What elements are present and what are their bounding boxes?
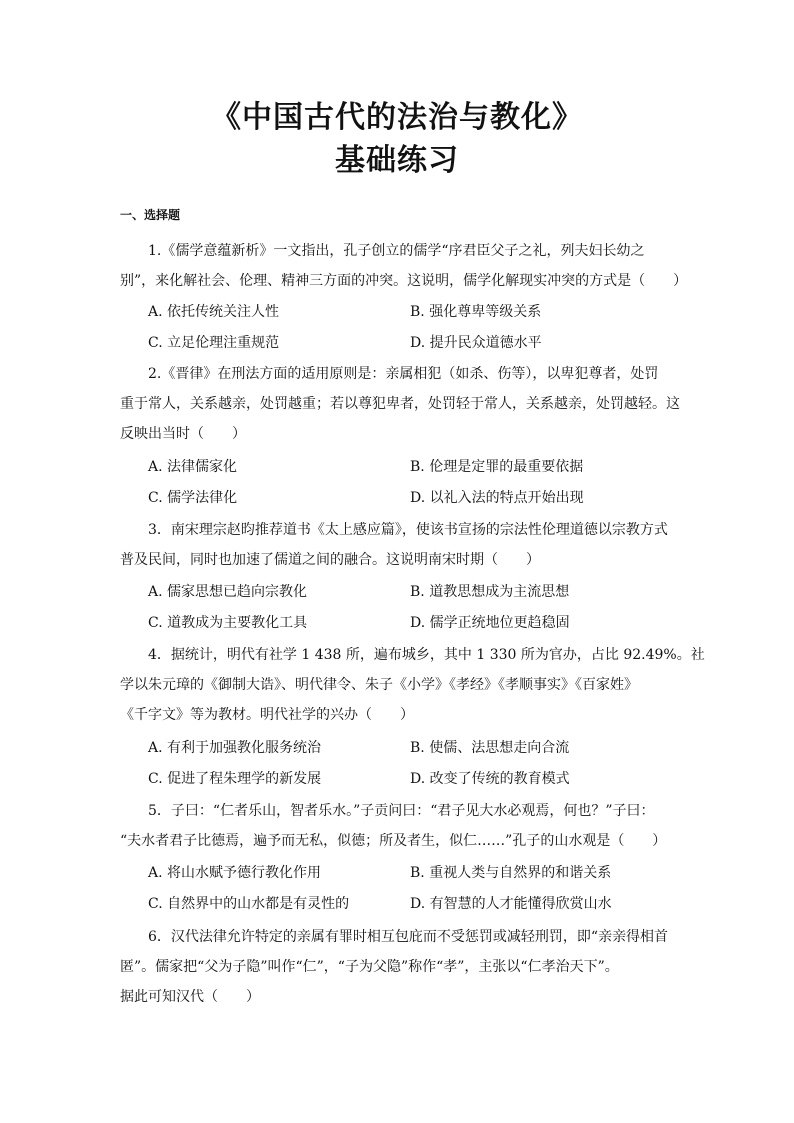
question-5-stem xyxy=(120,796,690,856)
question-6-stem xyxy=(120,922,690,1012)
question-2-options xyxy=(148,452,708,514)
question-line: 重于常人，关系越亲，处罚越重；若以尊犯卑者，处罚轻于常人，关系越亲，处罚越轻。这 xyxy=(120,396,680,412)
option-d: D. 以礼入法的特点开始出现 xyxy=(410,490,584,506)
document-subtitle: 基础练习 xyxy=(335,143,459,178)
option-a: A. 有利于加强教化服务统治 xyxy=(148,740,322,756)
question-line: 学以朱元璋的《御制大诰》、明代律令、朱子《小学》《孝经》《孝顺事实》《百家姓》 xyxy=(120,677,638,693)
question-line: 据此可知汉代（ ） xyxy=(120,989,260,1005)
question-line: 匿”。儒家把“父为子隐”叫作“仁”，“子为父隐”称作“孝”，主张以“仁孝治天下”。 xyxy=(120,959,619,975)
question-2-stem xyxy=(120,359,690,449)
option-a: A. 依托传统关注人性 xyxy=(148,304,280,320)
question-1-options xyxy=(148,297,708,359)
option-d: D. 有智慧的人才能懂得欣赏山水 xyxy=(410,896,612,912)
question-line: “夫水者君子比德焉，遍予而无私，似德；所及者生，似仁……”孔子的山水观是（ ） xyxy=(120,833,667,849)
question-line: 《千字文》等为教材。明代社学的兴办（ ） xyxy=(120,707,414,723)
question-line: 3．南宋理宗赵昀推荐道书《太上感应篇》，使该书宣扬的宗法性伦理道德以宗教方式 xyxy=(148,522,668,538)
option-c: C. 自然界中的山水都是有灵性的 xyxy=(148,896,350,912)
question-1-stem xyxy=(120,236,690,296)
question-4-options xyxy=(148,733,708,795)
option-d: D. 儒学正统地位更趋稳固 xyxy=(410,615,570,631)
question-line: 2.《晋律》在刑法方面的适用原则是：亲属相犯（如杀、伤等），以卑犯尊者，处罚 xyxy=(148,366,659,382)
question-line: 反映出当时（ ） xyxy=(120,426,246,442)
option-c: C. 儒学法律化 xyxy=(148,490,238,506)
question-4-stem xyxy=(120,640,705,730)
option-b: B. 强化尊卑等级关系 xyxy=(410,304,542,320)
question-line: 4．据统计，明代有社学 1 438 所，遍布城乡，其中 1 330 所为官办，占比 92.49%。社 xyxy=(148,647,705,663)
section-title: 一、选择题 xyxy=(120,208,181,222)
option-d: D. 提升民众道德水平 xyxy=(410,335,542,351)
option-b: B. 道教思想成为主流思想 xyxy=(410,584,570,600)
option-a: A. 将山水赋予德行教化作用 xyxy=(148,865,322,881)
question-line: 6．汉代法律允许特定的亲属有罪时相互包庇而不受惩罚或减轻刑罚，即“亲亲得相首 xyxy=(148,929,669,945)
option-b: B. 使儒、法思想走向合流 xyxy=(410,740,570,756)
option-b: B. 重视人类与自然界的和谐关系 xyxy=(410,865,612,881)
question-3-options xyxy=(148,577,708,639)
question-line: 别”，来化解社会、伦理、精神三方面的冲突。这说明，儒学化解现实冲突的方式是（ ） xyxy=(120,273,688,289)
option-a: A. 法律儒家化 xyxy=(148,459,238,475)
option-c: C. 立足伦理注重规范 xyxy=(148,335,280,351)
question-5-options xyxy=(148,858,708,920)
document-title: 《中国古代的法治与教化》 xyxy=(211,100,583,135)
question-3-stem xyxy=(120,515,690,575)
question-line: 5．子曰：“仁者乐山，智者乐水。”子贡问曰：“君子见大水必观焉，何也？”子曰： xyxy=(148,803,655,819)
option-d: D. 改变了传统的教育模式 xyxy=(410,771,570,787)
question-line: 普及民间，同时也加速了儒道之间的融合。这说明南宋时期（ ） xyxy=(120,552,540,568)
option-a: A. 儒家思想已趋向宗教化 xyxy=(148,584,308,600)
option-c: C. 促进了程朱理学的新发展 xyxy=(148,771,322,787)
option-b: B. 伦理是定罪的最重要依据 xyxy=(410,459,584,475)
option-c: C. 道教成为主要教化工具 xyxy=(148,615,308,631)
question-line: 1.《儒学意蕴新析》一文指出，孔子创立的儒学“序君臣父子之礼，列夫妇长幼之 xyxy=(148,243,645,259)
